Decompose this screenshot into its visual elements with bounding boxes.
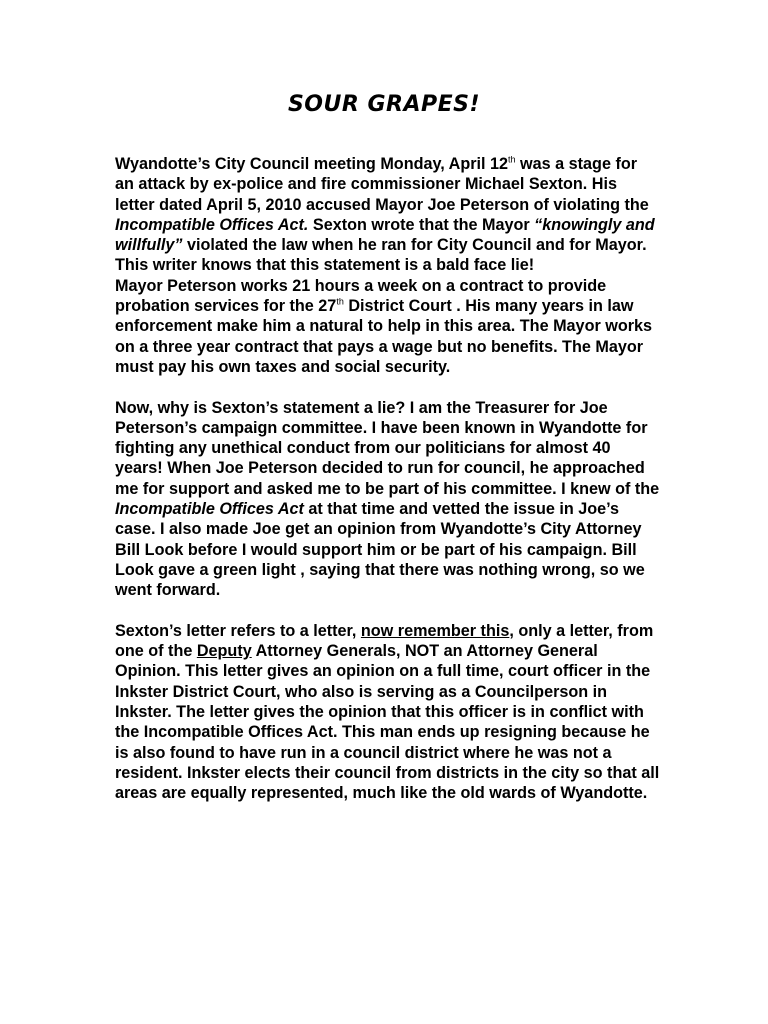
p4-text-a: Sexton’s letter refers to a letter, <box>115 621 361 640</box>
p1-italic-act: Incompatible Offices Act. <box>115 215 309 234</box>
p1-text-d: Sexton wrote that the Mayor <box>308 215 535 234</box>
paragraph-1 <box>115 154 660 276</box>
p4-text-c: , only a letter, from one of the <box>115 621 654 661</box>
p4-underline-remember: now remember this <box>360 621 510 640</box>
p2-text-b: District Court . His many years in law enforcement make him a natural to help in this area. The Mayor works on a three year contract that pays a wage but no benefits. The Mayor must pay his own taxes and social security. <box>115 297 653 376</box>
p2-superscript: th <box>336 296 344 307</box>
p1-text-b: was a stage for an attack by ex-police and fire commissioner Michael Sexton. His letter dated April 5, 2010 accused Mayor Joe Peterson of violating the <box>115 155 649 214</box>
paragraph-2 <box>115 276 660 377</box>
p1-text-f: violated the law when he ran for City Council and for Mayor. This writer knows that this statement is a bald face lie! <box>115 236 647 275</box>
paragraph-spacer <box>115 601 660 621</box>
p3-text-a: Now, why is Sexton’s statement a lie? I am the Treasurer for Joe Peterson’s campaign committee. I have been known in Wyandotte for fighting any unethical conduct from our politicians for almost 40 years! When Joe Peterson decided to run for council, he approached me for support and asked me to be part of his committee. I knew of the <box>115 398 660 498</box>
document-title: SOUR GRAPES! <box>287 92 481 117</box>
paragraph-3 <box>115 398 660 601</box>
document-body <box>115 154 660 804</box>
p4-text-e: Attorney Generals, NOT an Attorney General Opinion. This letter gives an opinion on a full time, court officer in the Inkster District Court, who also is serving as a Councilperson in Inkster. The letter gives the opinion that this officer is in conflict with the Incompatible Offices Act. This man ends up resigning because he is also found to have run in a council district where he was not a resident. Inkster elects their council from districts in the city so that all areas are equally represented, much like the old wards of Wyandotte. <box>115 642 660 803</box>
p2-text-a: Mayor Peterson works 21 hours a week on a contract to provide probation services for the 27 <box>115 276 607 316</box>
p3-text-c: at that time and vetted the issue in Joe’s case. I also made Joe get an opinion from Wyandotte’s City Attorney Bill Look before I would support him or be part of his campaign. Bill Look gave a green light , saying that there was nothing wrong, so we went forward. <box>115 500 645 600</box>
p4-underline-deputy: Deputy <box>196 642 252 661</box>
paragraph-4 <box>115 621 660 804</box>
p3-italic-act: Incompatible Offices Act <box>115 500 304 519</box>
p1-superscript: th <box>508 154 516 165</box>
paragraph-spacer <box>115 377 660 397</box>
p1-italic-quote: “knowingly and willfully” <box>115 215 655 255</box>
p1-text-a: Wyandotte’s City Council meeting Monday, April 12 <box>115 155 509 173</box>
